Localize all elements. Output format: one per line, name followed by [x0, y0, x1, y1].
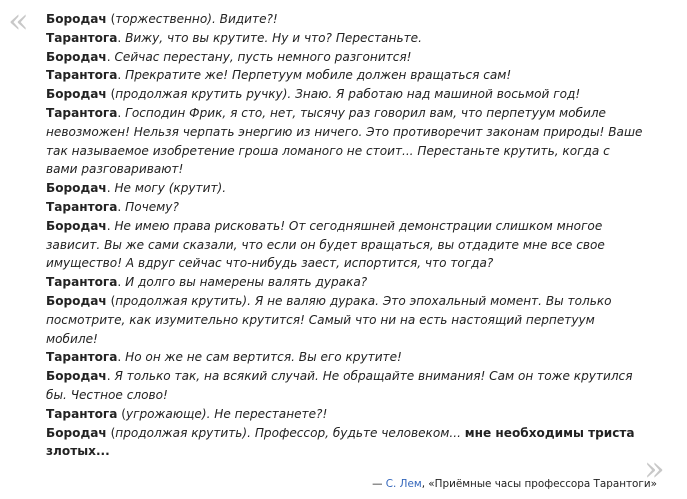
speaker-name: Бородач — [46, 293, 107, 308]
line-punctuation: ( — [117, 406, 126, 421]
attribution-dash: — — [372, 478, 386, 490]
quote-line — [46, 424, 646, 443]
line-punctuation: . — [117, 68, 126, 83]
line-speech: Сейчас перестану, пусть немного разгонится! — [114, 49, 412, 64]
speaker-name: Бородач — [46, 369, 107, 384]
quote-line — [46, 311, 646, 330]
line-speech: вами разговаривают! — [46, 162, 184, 177]
speaker-name: Бородач — [46, 12, 107, 26]
quote-line — [46, 405, 646, 424]
speaker-name: Бородач — [46, 49, 107, 64]
line-tail: ). Видите?! — [207, 12, 278, 26]
line-punctuation: . — [117, 105, 126, 120]
line-speech: Вижу, что вы крутите. Ну и что? Перестаньте. — [125, 30, 422, 45]
quote-line — [46, 330, 646, 349]
quote-line — [46, 236, 646, 255]
quote-line — [46, 386, 646, 405]
speaker-name: Тарантога — [46, 105, 118, 120]
quote-attribution — [372, 477, 657, 491]
line-speech: невозможен! Нельзя черпать энергию из ничего. Это противоречит законам природы! Ваше — [46, 124, 643, 139]
speaker-name: Тарантога — [46, 199, 118, 214]
quote-line — [46, 85, 646, 104]
open-quote-icon: « — [8, 1, 29, 41]
line-speech: мобиле! — [46, 331, 98, 346]
line-speech: бы. Честное слово! — [46, 387, 168, 402]
work-title: «Приёмные часы профессора Тарантоги» — [428, 478, 657, 490]
line-punctuation: . — [117, 275, 126, 290]
line-punctuation: . — [117, 350, 126, 365]
line-punctuation: . — [106, 218, 115, 233]
line-punctuation: ( — [106, 425, 116, 440]
line-speech: так называемое изобретение гроша ломаного не стоит... Перестаньте крутить, когда с — [46, 143, 610, 158]
quote-line — [46, 348, 646, 367]
line-punctuation: . — [117, 30, 126, 45]
line-tail: ). Знаю. Я работаю над машиной восьмой год! — [282, 87, 581, 102]
line-speech: Прекратите же! Перпетуум мобиле должен вращаться сам! — [125, 68, 512, 83]
quote-line — [46, 104, 646, 123]
close-quote-icon: » — [644, 449, 665, 489]
line-punctuation: . — [106, 49, 115, 64]
line-speech: Господин Фрик, я сто, нет, тысячу раз говорил вам, что перпетуум мобиле — [125, 105, 606, 120]
line-speech: торжественно — [115, 12, 208, 26]
quote-line — [46, 10, 646, 29]
attribution-separator: , — [421, 478, 429, 490]
quote-line — [46, 367, 646, 386]
quote-line — [46, 179, 646, 198]
speaker-name: Тарантога — [46, 350, 118, 365]
speaker-name: Тарантога — [46, 406, 118, 421]
line-speech: Не могу (крутит). — [114, 181, 227, 196]
line-speech: угрожающе — [125, 406, 202, 421]
quote-line — [46, 292, 646, 311]
line-tail: ). Не перестанете?! — [201, 406, 328, 421]
line-speech: продолжая крутить — [115, 293, 243, 308]
speaker-name: Бородач — [46, 218, 107, 233]
speaker-name: Тарантога — [46, 68, 118, 83]
line-speech: И долго вы намерены валять дурака? — [125, 275, 368, 290]
author-link[interactable]: С. Лем — [385, 478, 422, 490]
quote-text — [46, 10, 646, 461]
quote-line — [46, 160, 646, 179]
line-punctuation: . — [117, 199, 126, 214]
line-emphasis: мне необходимы триста — [464, 425, 635, 440]
quote-line — [46, 66, 646, 85]
line-speech: Почему? — [125, 199, 179, 214]
line-speech: посмотрите, как изумительно крутится! Самый что ни на есть настоящий перпетуум — [46, 312, 595, 327]
speaker-name: Бородач — [46, 181, 107, 196]
quote-line — [46, 142, 646, 161]
quote-line — [46, 217, 646, 236]
quote-line — [46, 273, 646, 292]
quote-line — [46, 198, 646, 217]
line-punctuation: ( — [106, 87, 116, 102]
quote-line — [46, 123, 646, 142]
line-speech: Я только так, на всякий случай. Не обращайте внимания! Сам он тоже крутился — [114, 369, 633, 384]
speaker-name: Бородач — [46, 425, 107, 440]
line-speech: продолжая крутить ручку — [115, 87, 283, 102]
line-punctuation: . — [106, 181, 115, 196]
line-punctuation: ( — [106, 293, 116, 308]
speaker-name: Бородач — [46, 87, 107, 102]
quote-line — [46, 254, 646, 273]
line-punctuation: ( — [106, 12, 116, 26]
line-speech: имущество! А вдруг сейчас что-нибудь заест, испортится, что тогда? — [46, 256, 494, 271]
quote-line — [46, 29, 646, 48]
line-speech: Но он же не сам вертится. Вы его крутите! — [125, 350, 402, 365]
line-tail: ). Я не валяю дурака. Это эпохальный момент. Вы только — [242, 293, 612, 308]
line-tail: ). Профессор, будьте человеком... — [242, 425, 465, 440]
speaker-name: Тарантога — [46, 30, 118, 45]
quote-line — [46, 442, 646, 461]
line-speech: зависит. Вы же сами сказали, что если он будет вращаться, вы отдадите мне все свое — [46, 237, 605, 252]
line-speech: Не имею права рисковать! От сегодняшней демонстрации слишком многое — [114, 218, 603, 233]
line-punctuation: . — [106, 369, 115, 384]
line-emphasis: злотых... — [46, 444, 110, 459]
line-speech: продолжая крутить — [115, 425, 243, 440]
speaker-name: Тарантога — [46, 275, 118, 290]
quote-line — [46, 48, 646, 67]
